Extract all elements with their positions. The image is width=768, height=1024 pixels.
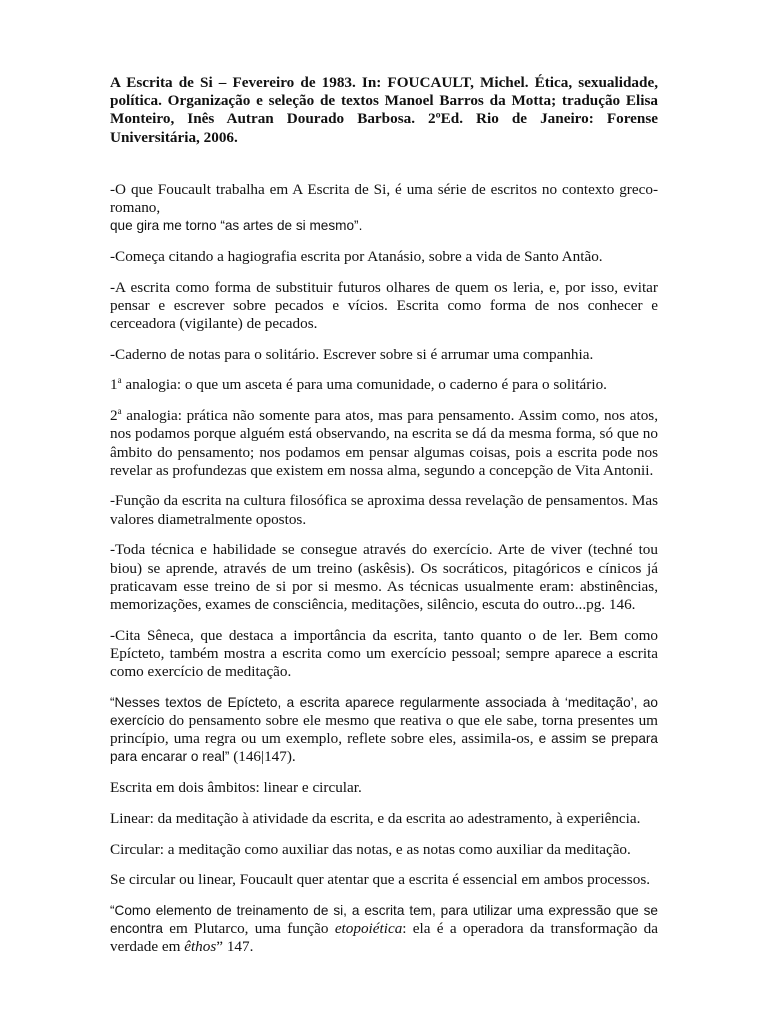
paragraph-13: Circular: a meditação como auxiliar das notas, e as notas como auxiliar da meditação. — [110, 840, 631, 858]
bibliographic-citation: A Escrita de Si – Fevereiro de 1983. In: FOUCAULT, Michel. Ética, sexualidade, política. Organização e seleção de textos Manoel Barros da Motta; tradução Elisa Monteiro, Inês Autran Dourado Barbosa. 2ºEd. Rio de Janeiro: Forense Universitária, 2006. — [110, 74, 658, 146]
paragraph-7: -Função da escrita na cultura filosófica se aproxima dessa revelação de pensamentos. Mas valores diametralmente opostos. — [110, 492, 658, 528]
quote-sans-part: “Como elemento de treinamento de si, a escrita tem, para utilizar uma expressão que se encontra — [110, 902, 658, 937]
paragraph-1-sans-text: que gira me torno “as artes de si mesmo”. — [110, 218, 363, 234]
quote-serif-part: do pensamento sobre ele mesmo que reativa o que ele sabe, torna presentes um princípio, uma regra ou um exemplo, reflete sobre eles, assimila-os, — [110, 711, 658, 748]
quote-sans-part-2: e assim se prepara para encarar o real” — [110, 731, 658, 765]
italic-term: etopoiética — [334, 920, 403, 938]
analogy-number: 2 — [110, 407, 118, 425]
paragraph-8: -Toda técnica e habilidade se consegue através do exercício. Arte de viver (techné tou biou) se aprende, através de um treino (askêsis). Os socráticos, pitagóricos e cínicos já praticavam esse treino de si por si mesmo. As técnicas usualmente eram: abstinências, memorizações, exames de consciência, meditações, silêncio, escuta do outro...pg. 146. — [110, 541, 658, 613]
paragraph-3: -A escrita como forma de substituir futuros olhares de quem os leria, e, por isso, evitar pensar e escrever sobre pecados e vícios. Escrita como forma de nos conhecer e cerceadora (vigilante) de pecados. — [110, 278, 658, 333]
quote-page-ref: (146|147). — [229, 748, 296, 766]
paragraph-5 — [110, 376, 658, 394]
quote-epicteto — [110, 694, 658, 767]
quote-serif-part: em Plutarco, uma função — [162, 920, 335, 938]
ordinal-marker: a — [117, 375, 122, 386]
ordinal-marker: a — [117, 406, 122, 417]
quote-serif-part-2: : ela é a operadora da transformação da verdade em — [110, 920, 658, 956]
paragraph-1 — [110, 181, 658, 236]
quote-sans-part: “Nesses textos de Epícteto, a escrita aparece regularmente associada à ‘meditação’, ao exercício — [110, 694, 658, 728]
paragraph-4: -Caderno de notas para o solitário. Escrever sobre si é arrumar uma companhia. — [110, 345, 594, 363]
paragraph-9: -Cita Sêneca, que destaca a importância da escrita, tanto quanto o de ler. Bem como Epícteto, também mostra a escrita como um exercício pessoal; sempre aparece a escrita como exercício de meditação. — [110, 626, 658, 681]
document-page — [110, 74, 658, 969]
paragraph-6-text: analogia: prática não somente para atos, mas para pensamento. Assim como, nos atos, nos podamos porque alguém está observando, na escrita se dá da mesma forma, só que no âmbito do pensamento; nos podamos em pensar algumas coisas, pois a escrita pode nos revelar as profundezas que existem em nossa alma, segundo a concepção de Vita Antonii. — [110, 407, 658, 479]
quote-plutarco — [110, 902, 658, 957]
paragraph-14: Se circular ou linear, Foucault quer atentar que a escrita é essencial em ambos processos. — [110, 871, 651, 889]
paragraph-12: Linear: da meditação à atividade da escrita, e da escrita ao adestramento, à experiência. — [110, 809, 641, 827]
italic-term-2: êthos — [184, 938, 217, 956]
paragraph-11: Escrita em dois âmbitos: linear e circular. — [110, 779, 362, 797]
paragraph-6 — [110, 407, 658, 480]
paragraph-2: -Começa citando a hagiografia escrita por Atanásio, sobre a vida de Santo Antão. — [110, 247, 603, 265]
analogy-number: 1 — [110, 376, 118, 394]
paragraph-5-text: analogia: o que um asceta é para uma comunidade, o caderno é para o solitário. — [121, 376, 607, 394]
quote-page-ref: ” 147. — [216, 938, 254, 956]
paragraph-1-text: -O que Foucault trabalha em A Escrita de Si, é uma série de escritos no contexto greco-romano, — [110, 180, 658, 217]
